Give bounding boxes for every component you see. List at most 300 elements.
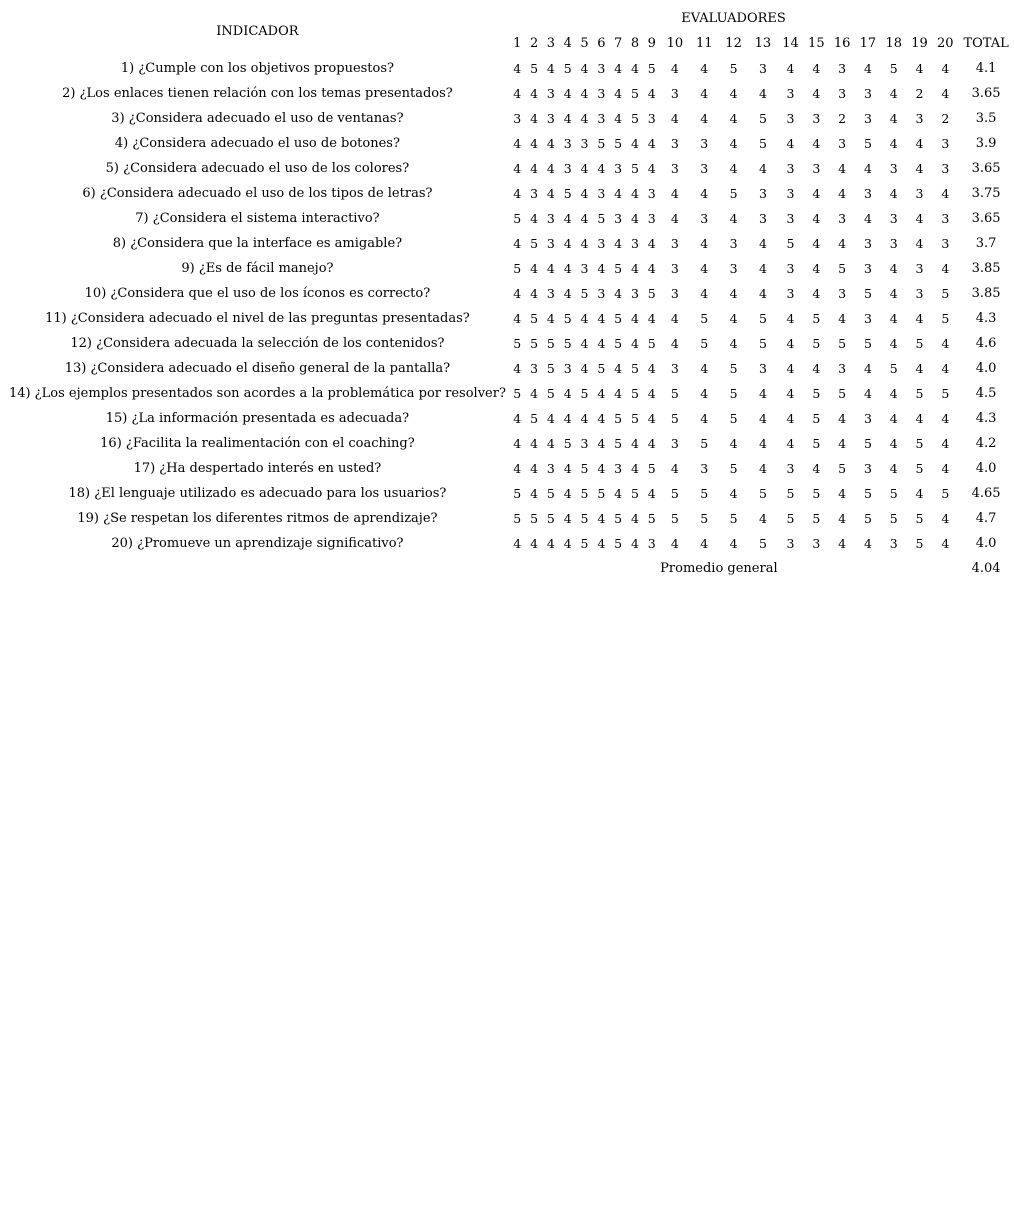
score-cell: 4 <box>630 536 639 551</box>
score-cell: 5 <box>838 386 847 401</box>
score-cell: 5 <box>614 411 623 426</box>
score-cell: 4 <box>700 536 709 551</box>
score-cell: 4 <box>863 361 872 376</box>
score-cell: 4 <box>941 61 950 76</box>
score-cell: 4 <box>729 161 738 176</box>
score-cell: 4 <box>546 261 555 276</box>
score-cell: 3 <box>614 161 623 176</box>
score-cell: 4 <box>838 161 847 176</box>
score-cell: 5 <box>630 161 639 176</box>
score-cell: 5 <box>546 361 555 376</box>
score-cell: 5 <box>915 386 924 401</box>
score-cell: 5 <box>941 311 950 326</box>
score-cell: 5 <box>546 386 555 401</box>
score-cell: 5 <box>530 311 539 326</box>
score-cell: 4 <box>580 86 589 101</box>
score-cell: 4 <box>729 336 738 351</box>
score-cell: 5 <box>563 186 572 201</box>
score-cell: 5 <box>812 486 821 501</box>
score-cell: 3 <box>670 261 679 276</box>
score-cell: 4 <box>812 136 821 151</box>
indicator-question: 8) ¿Considera que la interface es amigable? <box>112 236 403 251</box>
score-cell: 4 <box>889 286 898 301</box>
score-cell: 5 <box>838 336 847 351</box>
score-cell: 5 <box>530 411 539 426</box>
score-cell: 4 <box>758 261 767 276</box>
total-header: TOTAL <box>963 36 1009 51</box>
score-cell: 4 <box>700 386 709 401</box>
score-cell: 4 <box>915 486 924 501</box>
table-row <box>6 456 1014 481</box>
score-cell: 5 <box>530 61 539 76</box>
score-cell: 5 <box>915 536 924 551</box>
table-row <box>6 406 1014 431</box>
score-cell: 3 <box>812 536 821 551</box>
score-cell: 3 <box>786 86 795 101</box>
score-cell: 4 <box>838 511 847 526</box>
score-cell: 5 <box>758 136 767 151</box>
score-cell: 5 <box>647 286 656 301</box>
score-cell: 5 <box>530 236 539 251</box>
score-cell: 4 <box>597 311 606 326</box>
score-cell: 4 <box>729 536 738 551</box>
score-cell: 4 <box>580 186 589 201</box>
score-cell: 4 <box>700 61 709 76</box>
score-cell: 4 <box>863 161 872 176</box>
score-cell: 4 <box>546 136 555 151</box>
score-cell: 3 <box>530 361 539 376</box>
score-cell: 5 <box>563 436 572 451</box>
score-cell: 3 <box>915 261 924 276</box>
score-cell: 5 <box>597 361 606 376</box>
score-cell: 4 <box>647 136 656 151</box>
score-cell: 3 <box>700 211 709 226</box>
score-cell: 4 <box>941 411 950 426</box>
score-cell: 3 <box>597 61 606 76</box>
table-row <box>6 156 1014 181</box>
score-cell: 3 <box>941 211 950 226</box>
score-cell: 4 <box>513 411 522 426</box>
score-cell: 4 <box>563 211 572 226</box>
score-cell: 4 <box>889 261 898 276</box>
score-cell: 4 <box>700 261 709 276</box>
score-cell: 4 <box>915 211 924 226</box>
score-cell: 3 <box>889 236 898 251</box>
score-cell: 4 <box>941 361 950 376</box>
score-cell: 4 <box>614 61 623 76</box>
score-cell: 5 <box>758 336 767 351</box>
score-cell: 3 <box>838 286 847 301</box>
indicator-question: 20) ¿Promueve un aprendizaje significativo? <box>111 536 404 551</box>
score-cell: 3 <box>863 236 872 251</box>
table-row <box>6 206 1014 231</box>
score-cell: 4 <box>513 286 522 301</box>
score-cell: 4 <box>630 511 639 526</box>
evaluator-number-14: 14 <box>782 36 799 51</box>
score-cell: 4 <box>630 136 639 151</box>
score-cell: 4 <box>546 311 555 326</box>
evaluator-number-1: 1 <box>513 36 522 51</box>
score-cell: 4 <box>889 311 898 326</box>
score-cell: 4 <box>670 536 679 551</box>
score-cell: 4 <box>563 386 572 401</box>
score-cell: 3 <box>786 186 795 201</box>
score-cell: 4 <box>941 536 950 551</box>
score-cell: 5 <box>546 486 555 501</box>
score-cell: 3 <box>700 136 709 151</box>
score-cell: 4 <box>838 411 847 426</box>
score-cell: 5 <box>546 336 555 351</box>
table-row <box>6 356 1014 381</box>
score-cell: 4 <box>530 211 539 226</box>
score-cell: 4 <box>614 86 623 101</box>
score-cell: 3 <box>546 286 555 301</box>
score-cell: 4 <box>597 436 606 451</box>
score-cell: 2 <box>915 86 924 101</box>
score-cell: 4 <box>863 536 872 551</box>
score-cell: 4 <box>786 336 795 351</box>
score-cell: 4 <box>563 411 572 426</box>
score-cell: 4 <box>647 386 656 401</box>
score-cell: 3 <box>580 436 589 451</box>
row-total: 3.85 <box>971 286 1001 301</box>
score-cell: 4 <box>812 86 821 101</box>
score-cell: 4 <box>729 311 738 326</box>
score-cell: 4 <box>889 461 898 476</box>
score-cell: 3 <box>941 236 950 251</box>
score-cell: 4 <box>941 186 950 201</box>
score-cell: 5 <box>941 286 950 301</box>
score-cell: 4 <box>530 436 539 451</box>
score-cell: 5 <box>513 486 522 501</box>
score-cell: 5 <box>614 511 623 526</box>
score-cell: 5 <box>786 486 795 501</box>
evaluator-number-4: 4 <box>563 36 572 51</box>
score-cell: 4 <box>670 61 679 76</box>
score-cell: 4 <box>670 211 679 226</box>
score-cell: 4 <box>597 536 606 551</box>
indicator-question: 14) ¿Los ejemplos presentados son acordes a la problemática por resolver? <box>8 386 506 401</box>
score-cell: 4 <box>812 461 821 476</box>
score-cell: 4 <box>513 86 522 101</box>
score-cell: 5 <box>580 511 589 526</box>
score-cell: 4 <box>614 361 623 376</box>
score-cell: 5 <box>580 536 589 551</box>
score-cell: 4 <box>786 436 795 451</box>
score-cell: 4 <box>889 386 898 401</box>
score-cell: 5 <box>729 361 738 376</box>
score-cell: 4 <box>863 386 872 401</box>
score-cell: 4 <box>915 411 924 426</box>
table-row <box>6 331 1014 356</box>
average-label: Promedio general <box>660 561 778 576</box>
indicator-question: 19) ¿Se respetan los diferentes ritmos de aprendizaje? <box>77 511 438 526</box>
score-cell: 3 <box>915 111 924 126</box>
score-cell: 4 <box>786 136 795 151</box>
score-cell: 5 <box>614 261 623 276</box>
score-cell: 4 <box>838 436 847 451</box>
score-cell: 3 <box>758 361 767 376</box>
indicator-question: 7) ¿Considera el sistema interactivo? <box>135 211 380 226</box>
table-row <box>6 81 1014 106</box>
indicator-question: 17) ¿Ha despertado interés en usted? <box>133 461 382 476</box>
score-cell: 4 <box>863 61 872 76</box>
score-cell: 4 <box>758 436 767 451</box>
row-total: 4.0 <box>975 361 997 376</box>
score-cell: 3 <box>863 461 872 476</box>
evaluator-number-10: 10 <box>666 36 684 51</box>
score-cell: 5 <box>915 511 924 526</box>
score-cell: 4 <box>758 411 767 426</box>
row-total: 3.9 <box>975 136 997 151</box>
score-cell: 4 <box>941 461 950 476</box>
table-row <box>6 431 1014 456</box>
score-cell: 4 <box>700 286 709 301</box>
row-total: 4.3 <box>975 311 997 326</box>
score-cell: 5 <box>941 486 950 501</box>
score-cell: 5 <box>563 311 572 326</box>
score-cell: 3 <box>700 161 709 176</box>
score-cell: 4 <box>670 461 679 476</box>
score-cell: 5 <box>670 411 679 426</box>
score-cell: 4 <box>941 511 950 526</box>
score-cell: 4 <box>513 161 522 176</box>
table-row <box>6 381 1014 406</box>
score-cell: 3 <box>630 236 639 251</box>
score-cell: 5 <box>530 511 539 526</box>
evaluator-number-19: 19 <box>911 36 928 51</box>
score-cell: 4 <box>546 61 555 76</box>
score-cell: 5 <box>630 386 639 401</box>
row-total: 3.75 <box>971 186 1001 201</box>
score-cell: 4 <box>838 486 847 501</box>
score-cell: 5 <box>580 386 589 401</box>
table-row <box>6 256 1014 281</box>
row-total: 4.5 <box>975 386 997 401</box>
score-cell: 4 <box>647 311 656 326</box>
score-cell: 5 <box>647 511 656 526</box>
score-cell: 4 <box>597 411 606 426</box>
score-cell: 3 <box>729 261 738 276</box>
score-cell: 4 <box>513 361 522 376</box>
indicator-question: 18) ¿El lenguaje utilizado es adecuado para los usuarios? <box>68 486 447 501</box>
score-cell: 4 <box>563 511 572 526</box>
score-cell: 4 <box>838 536 847 551</box>
score-cell: 4 <box>597 511 606 526</box>
score-cell: 5 <box>580 486 589 501</box>
score-cell: 4 <box>889 86 898 101</box>
score-cell: 4 <box>729 211 738 226</box>
score-cell: 4 <box>630 336 639 351</box>
indicator-question: 13) ¿Considera adecuado el diseño general de la pantalla? <box>64 361 451 376</box>
score-cell: 3 <box>597 236 606 251</box>
row-total: 3.65 <box>971 86 1001 101</box>
score-cell: 5 <box>614 336 623 351</box>
score-cell: 5 <box>786 236 795 251</box>
score-cell: 4 <box>729 436 738 451</box>
score-cell: 3 <box>941 136 950 151</box>
score-cell: 4 <box>700 236 709 251</box>
row-total: 4.1 <box>975 61 997 76</box>
table-row <box>6 481 1014 506</box>
score-cell: 5 <box>915 436 924 451</box>
indicator-question: 15) ¿La información presentada es adecuada? <box>105 411 410 426</box>
score-cell: 4 <box>530 161 539 176</box>
score-cell: 5 <box>670 386 679 401</box>
score-cell: 5 <box>863 136 872 151</box>
row-total: 4.0 <box>975 461 997 476</box>
evaluator-number-20: 20 <box>937 36 954 51</box>
score-cell: 4 <box>530 286 539 301</box>
score-cell: 4 <box>530 386 539 401</box>
score-cell: 4 <box>580 61 589 76</box>
score-cell: 5 <box>700 511 709 526</box>
evaluator-number-18: 18 <box>885 36 902 51</box>
score-cell: 3 <box>941 161 950 176</box>
score-cell: 4 <box>580 361 589 376</box>
score-cell: 5 <box>812 386 821 401</box>
score-cell: 4 <box>786 386 795 401</box>
evaluator-number-6: 6 <box>597 36 606 51</box>
score-cell: 5 <box>863 436 872 451</box>
table-body <box>6 56 1014 581</box>
score-cell: 4 <box>614 386 623 401</box>
score-cell: 4 <box>812 211 821 226</box>
score-cell: 4 <box>530 261 539 276</box>
score-cell: 5 <box>812 311 821 326</box>
score-cell: 4 <box>546 161 555 176</box>
score-cell: 5 <box>838 461 847 476</box>
score-cell: 3 <box>838 86 847 101</box>
score-cell: 3 <box>863 311 872 326</box>
indicator-question: 4) ¿Considera adecuado el uso de botones? <box>114 136 400 151</box>
score-cell: 4 <box>915 161 924 176</box>
score-cell: 4 <box>614 286 623 301</box>
score-cell: 3 <box>786 161 795 176</box>
score-cell: 4 <box>580 161 589 176</box>
score-cell: 4 <box>580 311 589 326</box>
score-cell: 5 <box>729 186 738 201</box>
score-cell: 4 <box>580 336 589 351</box>
score-cell: 4 <box>758 86 767 101</box>
score-cell: 4 <box>812 236 821 251</box>
score-cell: 4 <box>647 436 656 451</box>
score-cell: 4 <box>941 336 950 351</box>
score-cell: 3 <box>758 186 767 201</box>
score-cell: 4 <box>700 186 709 201</box>
score-cell: 3 <box>563 161 572 176</box>
score-cell: 5 <box>530 336 539 351</box>
row-total: 3.85 <box>971 261 1001 276</box>
score-cell: 3 <box>863 261 872 276</box>
score-cell: 4 <box>563 236 572 251</box>
indicator-question: 10) ¿Considera que el uso de los íconos es correcto? <box>84 286 431 301</box>
header-spacer <box>958 6 1014 31</box>
evaluator-number-8: 8 <box>630 36 640 51</box>
score-cell: 4 <box>863 211 872 226</box>
score-cell: 5 <box>630 411 639 426</box>
score-cell: 3 <box>838 211 847 226</box>
score-cell: 4 <box>580 211 589 226</box>
score-cell: 4 <box>729 286 738 301</box>
score-cell: 4 <box>812 361 821 376</box>
score-cell: 5 <box>889 486 898 501</box>
score-cell: 5 <box>838 261 847 276</box>
score-cell: 4 <box>812 261 821 276</box>
score-cell: 5 <box>700 336 709 351</box>
score-cell: 4 <box>729 136 738 151</box>
score-cell: 5 <box>786 511 795 526</box>
score-cell: 4 <box>941 261 950 276</box>
score-cell: 4 <box>530 86 539 101</box>
score-cell: 3 <box>597 86 606 101</box>
score-cell: 4 <box>758 286 767 301</box>
score-cell: 4 <box>700 111 709 126</box>
evaluator-number-2: 2 <box>529 36 539 51</box>
score-cell: 3 <box>546 211 555 226</box>
score-cell: 5 <box>597 136 606 151</box>
score-cell: 3 <box>786 286 795 301</box>
score-cell: 3 <box>630 286 639 301</box>
score-cell: 5 <box>580 461 589 476</box>
indicator-question: 9) ¿Es de fácil manejo? <box>181 261 334 276</box>
indicator-question: 12) ¿Considera adecuada la selección de los contenidos? <box>70 336 445 351</box>
row-total: 3.7 <box>975 236 997 251</box>
score-cell: 3 <box>758 61 767 76</box>
score-cell: 4 <box>630 261 639 276</box>
score-cell: 4 <box>614 486 623 501</box>
score-cell: 3 <box>889 161 898 176</box>
score-cell: 4 <box>630 461 639 476</box>
score-cell: 3 <box>863 411 872 426</box>
score-cell: 4 <box>630 186 639 201</box>
score-cell: 4 <box>580 111 589 126</box>
score-cell: 4 <box>597 261 606 276</box>
score-cell: 4 <box>758 161 767 176</box>
table-row <box>6 506 1014 531</box>
score-cell: 4 <box>647 86 656 101</box>
indicator-question: 11) ¿Considera adecuado el nivel de las preguntas presentadas? <box>45 311 470 326</box>
score-cell: 5 <box>630 361 639 376</box>
score-cell: 3 <box>758 211 767 226</box>
score-cell: 5 <box>670 486 679 501</box>
score-cell: 3 <box>580 136 589 151</box>
score-cell: 3 <box>670 86 679 101</box>
score-cell: 5 <box>614 136 623 151</box>
score-cell: 5 <box>513 211 522 226</box>
score-cell: 4 <box>812 61 821 76</box>
score-cell: 5 <box>513 386 522 401</box>
score-cell: 5 <box>630 486 639 501</box>
score-cell: 3 <box>729 236 738 251</box>
score-cell: 4 <box>580 411 589 426</box>
evaluators-header: EVALUADORES <box>681 11 786 26</box>
indicator-question: 2) ¿Los enlaces tienen relación con los temas presentados? <box>62 86 453 101</box>
table-row <box>6 531 1014 556</box>
row-total: 4.65 <box>971 486 1001 501</box>
score-cell: 3 <box>889 536 898 551</box>
score-cell: 3 <box>670 286 679 301</box>
score-cell: 4 <box>513 536 522 551</box>
average-spacer-2 <box>778 556 959 581</box>
score-cell: 5 <box>812 511 821 526</box>
score-cell: 4 <box>513 136 522 151</box>
score-cell: 4 <box>758 511 767 526</box>
score-cell: 5 <box>863 486 872 501</box>
score-cell: 3 <box>786 211 795 226</box>
indicator-question: 5) ¿Considera adecuado el uso de los colores? <box>105 161 410 176</box>
average-spacer <box>6 556 660 581</box>
